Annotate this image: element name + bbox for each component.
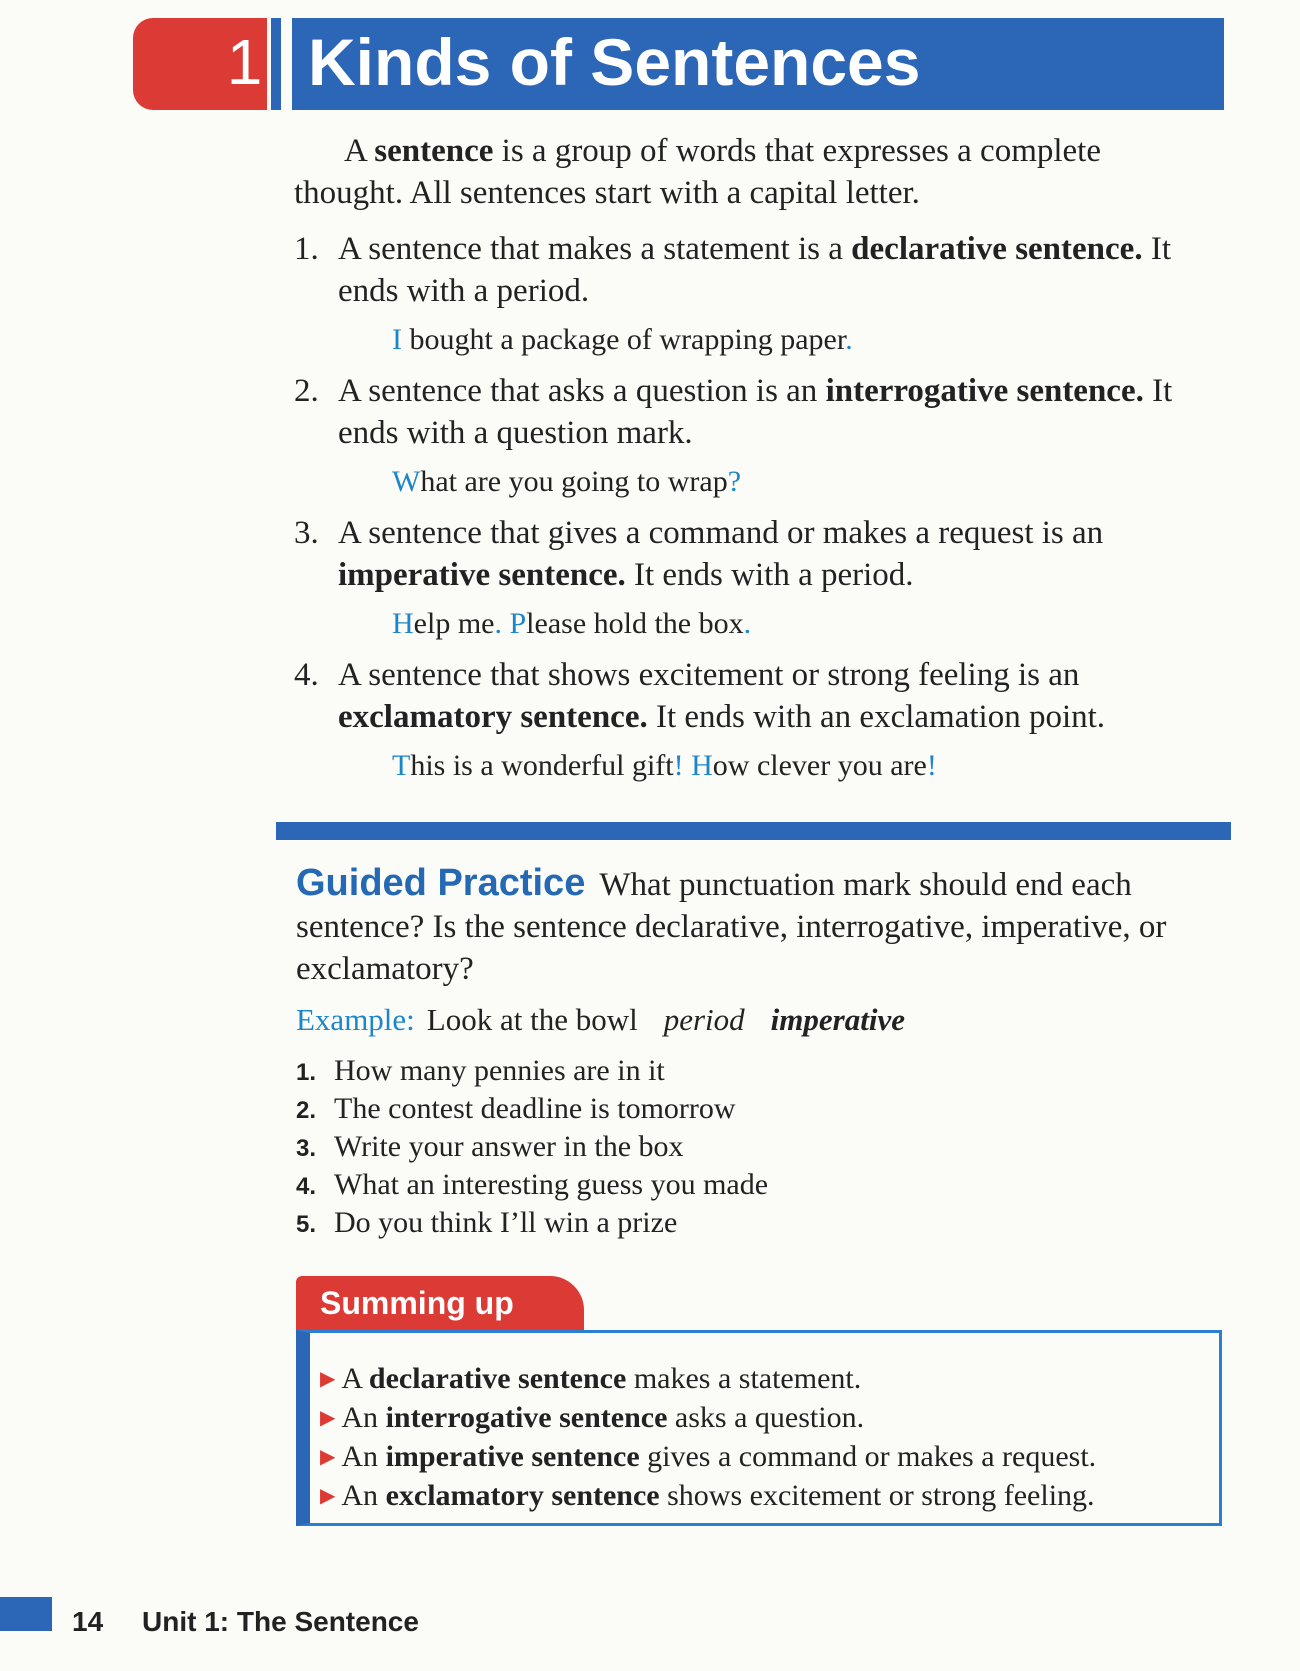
example-sentence (392, 604, 751, 644)
rule-text-pre: A sentence that shows excitement or strong feeling is an (338, 657, 1080, 693)
example-highlight: I (392, 323, 402, 356)
summary-item (320, 1399, 864, 1437)
example-text (684, 749, 692, 782)
summary-term: exclamatory sentence (385, 1479, 660, 1512)
summary-item (320, 1438, 1096, 1476)
rule-text (338, 228, 1218, 312)
example-highlight: . (494, 607, 502, 640)
example-highlight: ! (673, 749, 684, 782)
example-highlight: . (743, 607, 752, 640)
summary-text-post: asks a question. (667, 1401, 865, 1434)
intro-paragraph (294, 130, 1194, 214)
practice-item-number: 5. (296, 1211, 317, 1238)
example-highlight: . (845, 323, 853, 356)
practice-item-number: 2. (296, 1097, 317, 1124)
rule-text-pre: A sentence that gives a command or makes a request is an (338, 515, 1104, 551)
summary-term: declarative sentence (368, 1362, 627, 1395)
rule-term: imperative sentence. (338, 557, 626, 593)
page-number: 14 (72, 1606, 104, 1637)
summary-text-pre: An (341, 1401, 386, 1434)
guided-practice-instructions: What punctuation mark should end each sentence? Is the sentence declarative, interrogative, imperative, or exclamatory? (296, 867, 1167, 987)
rule-text (338, 512, 1218, 596)
example-text: elp me (413, 607, 495, 640)
guided-practice-prompt (296, 862, 1236, 990)
section-divider (276, 822, 1231, 840)
summing-up-title: Summing up (320, 1285, 514, 1321)
title-divider (271, 18, 281, 110)
rule-number: 3. (294, 515, 319, 551)
rule-text-post: It ends with a period. (338, 231, 1171, 309)
summary-term: interrogative sentence (385, 1401, 668, 1434)
guided-practice-example (296, 1000, 905, 1040)
example-highlight: ! (926, 749, 937, 782)
example-text: his is a wonderful gift (410, 749, 674, 782)
example-sentence (392, 746, 937, 786)
rule-term: declarative sentence. (851, 231, 1143, 267)
page-title: Kinds of Sentences (308, 25, 921, 99)
summary-text-post: shows excitement or strong feeling. (659, 1479, 1095, 1512)
practice-item (296, 1090, 736, 1130)
example-text: hat are you going to wrap (420, 465, 728, 498)
example-highlight: P (509, 607, 527, 640)
practice-item-number: 4. (296, 1173, 317, 1200)
practice-item-number: 3. (296, 1135, 317, 1162)
example-highlight: H (691, 749, 713, 782)
rule-number: 2. (294, 373, 319, 409)
unit-title: Unit 1: The Sentence (142, 1606, 419, 1637)
example-answer-kind: imperative (770, 1002, 905, 1037)
example-highlight: ? (727, 465, 742, 498)
intro-text-post: is a group of words that expresses a complete thought. All sentences start with a capital letter. (294, 133, 1101, 211)
summary-text-post: gives a command or makes a request. (639, 1440, 1097, 1473)
practice-item-text: How many pennies are in it (334, 1054, 665, 1087)
rule-text-post: It ends with an exclamation point. (647, 699, 1106, 735)
example-label: Example: (296, 1002, 415, 1037)
practice-item (296, 1128, 684, 1168)
practice-item-text: Do you think I’ll win a prize (334, 1206, 678, 1239)
guided-practice-heading: Guided Practice (296, 862, 586, 904)
rule-text-post: It ends with a question mark. (338, 373, 1173, 451)
rule-text-pre: A sentence that makes a statement is a (338, 231, 852, 267)
triangle-bullet-icon: ▶ (320, 1485, 336, 1507)
rule-term: exclamatory sentence. (338, 699, 648, 735)
rule-text (338, 370, 1218, 454)
example-text: lease hold the box (526, 607, 744, 640)
rule-number: 4. (294, 657, 319, 693)
summary-item (320, 1360, 861, 1398)
summary-text-pre: A (341, 1362, 369, 1395)
practice-item (296, 1052, 665, 1092)
summary-text-pre: An (341, 1479, 386, 1512)
summary-term: imperative sentence (385, 1440, 640, 1473)
example-text: bought a package of wrapping paper (402, 323, 846, 356)
example-sentence (392, 320, 853, 360)
example-text: ow clever you are (712, 749, 927, 782)
example-sentence-text: Look at the bowl (426, 1002, 638, 1037)
intro-text-pre: A (344, 133, 375, 169)
rule-number: 1. (294, 231, 319, 267)
rule-text-pre: A sentence that asks a question is an (338, 373, 826, 409)
practice-item (296, 1204, 677, 1244)
practice-item (296, 1166, 768, 1206)
example-highlight: W (392, 465, 421, 498)
lesson-number: 1 (226, 26, 263, 98)
practice-item-text: Write your answer in the box (334, 1130, 684, 1163)
rule-text (338, 654, 1218, 738)
triangle-bullet-icon: ▶ (320, 1407, 336, 1429)
footer-mark (0, 1597, 52, 1631)
summary-item (320, 1477, 1095, 1515)
triangle-bullet-icon: ▶ (320, 1446, 336, 1468)
rule-term: interrogative sentence. (825, 373, 1144, 409)
triangle-bullet-icon: ▶ (320, 1368, 336, 1390)
intro-term: sentence (374, 133, 494, 169)
practice-item-text: What an interesting guess you made (334, 1168, 769, 1201)
summary-text-pre: An (341, 1440, 386, 1473)
practice-item-number: 1. (296, 1059, 317, 1086)
example-highlight: H (392, 607, 414, 640)
practice-item-text: The contest deadline is tomorrow (334, 1092, 736, 1125)
example-sentence (392, 462, 741, 502)
example-highlight: T (392, 749, 411, 782)
rule-text-post: It ends with a period. (625, 557, 914, 593)
summary-text-post: makes a statement. (626, 1362, 862, 1395)
example-answer-punctuation: period (663, 1002, 745, 1037)
